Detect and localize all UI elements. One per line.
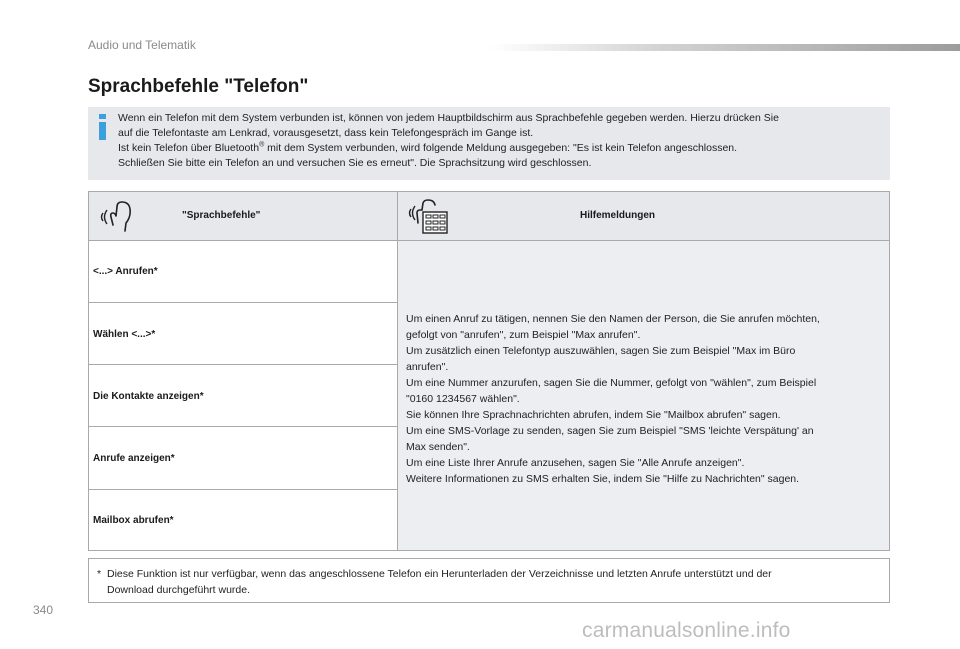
help-line: Weitere Informationen zu SMS erhalten Sie, indem Sie "Hilfe zu Nachrichten" sagen. bbox=[406, 473, 800, 485]
help-line: "0160 1234567 wählen". bbox=[406, 393, 520, 405]
footnote-star: * bbox=[97, 568, 102, 580]
command-row bbox=[89, 241, 398, 303]
info-line: Schließen Sie bitte ein Telefon an und versuchen Sie es erneut". Die Sprachsitzung wird geschlossen. bbox=[118, 157, 592, 169]
command-row bbox=[89, 490, 398, 550]
help-column-header bbox=[398, 192, 889, 240]
footnote-line: Diese Funktion ist nur verfügbar, wenn das angeschlossene Telefon ein Herunterladen der Verzeichnisse und letzten Anrufe unterstützt und der bbox=[107, 568, 772, 580]
footnote-text bbox=[97, 566, 877, 598]
footnote-box bbox=[88, 558, 890, 603]
help-line: anrufen". bbox=[406, 361, 449, 373]
help-line: Um eine SMS-Vorlage zu senden, sagen Sie zum Beispiel "SMS 'leichte Verspätung' an bbox=[406, 425, 814, 437]
command-label: Die Kontakte anzeigen* bbox=[93, 391, 204, 402]
help-line: Um eine Nummer anzurufen, sagen Sie die Nummer, gefolgt von "wählen", zum Beispiel bbox=[406, 377, 817, 389]
info-line: Ist kein Telefon über Bluetooth® mit dem System verbunden, wird folgende Meldung ausgegeben: "Es ist kein Telefon angeschlossen. bbox=[118, 141, 738, 154]
command-label: Anrufe anzeigen* bbox=[93, 453, 175, 464]
help-line: Sie können Ihre Sprachnachrichten abrufen, indem Sie "Mailbox abrufen" sagen. bbox=[406, 409, 781, 421]
help-line: gefolgt von "anrufen", zum Beispiel "Max anrufen". bbox=[406, 329, 641, 341]
info-line: auf die Telefontaste am Lenkrad, vorausgesetzt, dass kein Telefongespräch im Gange ist. bbox=[118, 127, 534, 139]
command-label: <...> Anrufen* bbox=[93, 266, 158, 277]
command-row bbox=[89, 365, 398, 427]
header-rule bbox=[490, 44, 960, 51]
voice-command-table bbox=[88, 191, 890, 551]
command-row bbox=[89, 427, 398, 490]
page-number: 340 bbox=[33, 603, 54, 617]
info-line: Wenn ein Telefon mit dem System verbunden ist, können von jedem Hauptbildschirm aus Sprachbefehle gegeben werden. Hierzu drücken Sie bbox=[118, 112, 779, 124]
voice-command-icon bbox=[97, 199, 137, 233]
help-line: Um eine Liste Ihrer Anrufe anzusehen, sagen Sie "Alle Anrufe anzeigen". bbox=[406, 457, 745, 469]
commands-column-label: "Sprachbefehle" bbox=[182, 210, 261, 221]
info-box bbox=[88, 107, 890, 180]
help-line: Um einen Anruf zu tätigen, nennen Sie den Namen der Person, die Sie anrufen möchten, bbox=[406, 313, 820, 325]
help-line: Max senden". bbox=[406, 441, 470, 453]
footnote-line: Download durchgeführt wurde. bbox=[107, 584, 251, 596]
help-column-label: Hilfemeldungen bbox=[580, 210, 656, 221]
help-message-text bbox=[406, 311, 880, 487]
watermark: carmanualsonline.info bbox=[582, 619, 791, 642]
command-label: Mailbox abrufen* bbox=[93, 515, 174, 526]
command-row bbox=[89, 303, 398, 365]
command-label: Wählen <...>* bbox=[93, 329, 156, 340]
commands-column-header bbox=[89, 192, 398, 240]
help-message-cell bbox=[398, 241, 889, 550]
info-text bbox=[118, 111, 883, 171]
voice-help-keypad-icon bbox=[406, 199, 450, 235]
info-icon bbox=[96, 114, 110, 140]
help-line: Um zusätzlich einen Telefontyp auszuwählen, sagen Sie zum Beispiel "Max im Büro bbox=[406, 345, 796, 357]
page-title: Sprachbefehle "Telefon" bbox=[88, 76, 309, 97]
section-label: Audio und Telematik bbox=[88, 38, 196, 52]
